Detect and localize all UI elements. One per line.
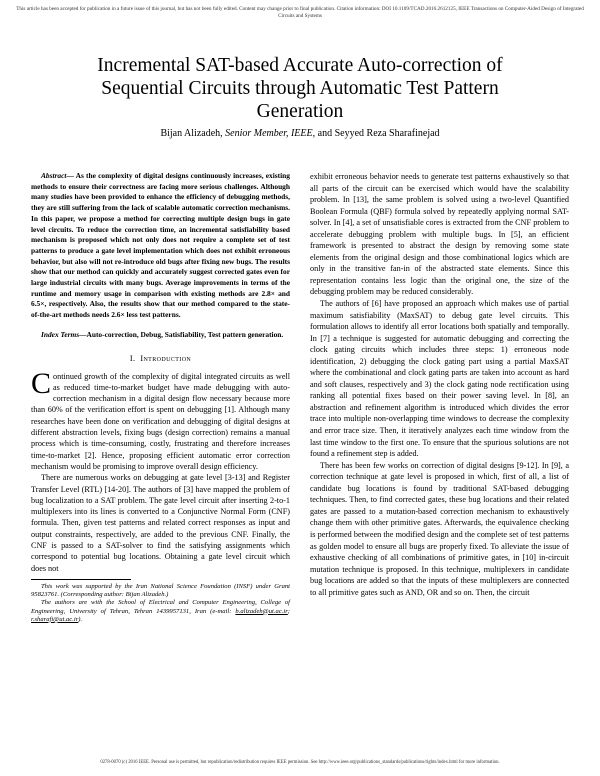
email-separator: ; bbox=[287, 607, 290, 615]
header-notice: This article has been accepted for publication in a future issue of this journal, but has not been fully edited. Content may change prior to final publication. Citation information: DOI 10.1109/TCAD.2016.2612125, IEEE Transactions on Computer-Aided Design of Integrated Circuits and Systems bbox=[16, 6, 584, 19]
author-line bbox=[60, 128, 540, 139]
section-number: I. bbox=[129, 353, 136, 363]
affiliation-text: The authors are with the School of Electrical and Computer Engineering, College of Engineering, University of Tehran, Tehran 1439957131, Iran (e-mail: bbox=[31, 599, 290, 615]
body-paragraph-3: exhibit erroneous behavior needs to generate test patterns exhaustively so that all parts of the circuit can be exercised which would have the scalability problem. In [13], the same problem is solved using a two-level Quantified Boolean Formula (QBF) formula solved by repeatedly applying normal SAT-solver. In [4], a set of unsatisfiable cores is extracted from the CNF problem to accelerate debugging problem with multiple bugs. In [5], an efficient framework is presented to abstract the design by removing some state elements from the original design and those combinational logics which are only in the transitive fan-in of the abstracted state elements. Since this representation contains less logic than the original one, the size of the debugging problem may be reduced considerably. bbox=[310, 172, 569, 297]
left-column bbox=[31, 171, 290, 624]
index-terms bbox=[31, 330, 290, 341]
affiliation-footnote bbox=[31, 599, 290, 624]
index-terms-text: —Auto-correction, Debug, Satisfiability, Test pattern generation. bbox=[79, 329, 284, 339]
section-heading bbox=[31, 354, 290, 363]
abstract-label: Abstract bbox=[41, 171, 67, 180]
abstract-text: — As the complexity of digital designs continuously increases, existing methods to ensure their correctness are facing more serious challenges. Although many studies have been provided to enhance the efficiency of debugging methods, they are still suffering from the lack of scalable automatic correction mechanisms. In this paper, we propose a method for correcting multiple design bugs in gate level circuits. To reduce the correction time, an incremental satisfiability based mechanism is proposed which not only does not require a complete set of test patterns to produce a gate level implementation which does not exhibit erroneous behavior, but also will not re-introduce old bugs after fixing new bugs. The results show that our method can quickly and accurately suggest corrected gates even for large industrial circuits with many bugs. Average improvements in terms of the runtime and memory usage in comparison with existing methods are 2.8× and 6.5×, respectively. Also, the results show that our method compared to the state-of-the-art methods needs 2.6× less test patterns. bbox=[31, 171, 290, 320]
footnote-rule bbox=[31, 579, 131, 580]
right-column bbox=[310, 171, 569, 598]
copyright-footer: 0278-0070 (c) 2016 IEEE. Personal use is permitted, but republication/redistribution requires IEEE permission. See http://www.ieee.org/publications_standards/publications/rights/index.html for more information. bbox=[100, 760, 500, 765]
author-1-role: Senior Member, IEEE bbox=[225, 128, 313, 139]
paper-title: Incremental SAT-based Accurate Auto-correction of Sequential Circuits through Automatic Test Pattern Generation bbox=[97, 55, 503, 122]
intro-paragraph-2: There are numerous works on debugging at gate level [3-13] and Register Transfer Level (RTL) [14-20]. The authors of [3] have mapped the problem of bug localization to a SAT problem. The gate level circuit after inserting 2-to-1 multiplexers into its lines is converted to a Conjunctive Normal Form (CNF) formula. Then, given test patterns and related correct responses as input and output constraints, respectively, are added to the previous CNF. Finally, the CNF is passed to a SAT-solver to find the satisfying assignments which correspond to potential bug locations. Obtaining a gate level circuit which does not bbox=[31, 473, 290, 573]
email-link-1[interactable]: b.alizadeh@ut.ac.ir bbox=[235, 607, 288, 615]
affiliation-end: ). bbox=[78, 615, 83, 623]
intro-paragraph-1-text: ontinued growth of the complexity of digital integrated circuits as well as reduced time-to-market budget have made debugging with auto-correction mechanism in a digital design flow necessary because more than 60% of the verification effort is spent on debugging [1]. Although many researches have been done on verification and debugging of digital designs at different abstraction levels, fixing bugs (design correction) remains a manual process which is time-consuming, costly, frustrating and therefore increases time-to-market [2]. Hence, proposing efficient automatic error correction mechanism would be promising to improve overall design efficiency. bbox=[31, 371, 290, 471]
index-terms-label: Index Terms bbox=[41, 329, 80, 339]
body-paragraph-5: There has been few works on correction of digital designs [9-12]. In [9], a correction technique at gate level is proposed in which, first of all, a list of candidate bug locations is found by traditional SAT-based debugging techniques. Then, to find corrected gates, these bug locations and their related gates are passed to a mutation-based correction mechanism to exhaustively change them with other primitive gates. Afterwards, the equivalence checking is performed between the modified design and the complete set of test patterns as golden model to ensure all bugs are properly fixed. To alleviate the issue of exhaustive checking of all combinations of primitive gates, in [10] in-circuit mutation technique is proposed. In this technique, multiplexers in candidate bug locations are added so that the inputs of these multiplexers are connected to all primitive gates such as AND, OR and so on. Then, the circuit bbox=[310, 460, 569, 597]
intro-paragraph-1 bbox=[31, 366, 290, 473]
author-1: Bijan Alizadeh, bbox=[160, 128, 226, 139]
email-link-2[interactable]: r.sharafi@ut.ac.ir bbox=[31, 615, 79, 623]
section-title: Introduction bbox=[140, 353, 192, 363]
funding-footnote: This work was supported by the Iran National Science Foundation (INSF) under Grant 95823761. (Corresponding author: Bijan Alizadeh.) bbox=[31, 582, 290, 599]
author-2: , and Seyyed Reza Sharafinejad bbox=[312, 128, 440, 139]
drop-cap: C bbox=[31, 366, 52, 400]
body-paragraph-4: The authors of [6] have proposed an approach which makes use of partial maximum satisfiability (MaxSAT) to debug gate level circuits. This formulation allows to identify all error locations both spatially and temporally. In [7] a technique is suggested for automatic debugging and correcting the clock gating circuits which includes three steps: 1) erroneous node identification, 2) debugging the clock gating part using a partial MaxSAT where the combinational and clock gating parts are taken into account as hard and soft clauses, respectively and 3) the clock gating node rectification using ranking all potential fixes based on their power saving level. In [8], an abstraction and refinement algorithm is introduced which divides the error trace into multiple non-overlapping time windows to decrease the complexity and error trace size. Then, it iteratively analyzes each time window from the last time window to the first one. To ensure that the spurious solutions are not found a refinement step is added. bbox=[310, 299, 569, 459]
abstract bbox=[31, 171, 290, 321]
